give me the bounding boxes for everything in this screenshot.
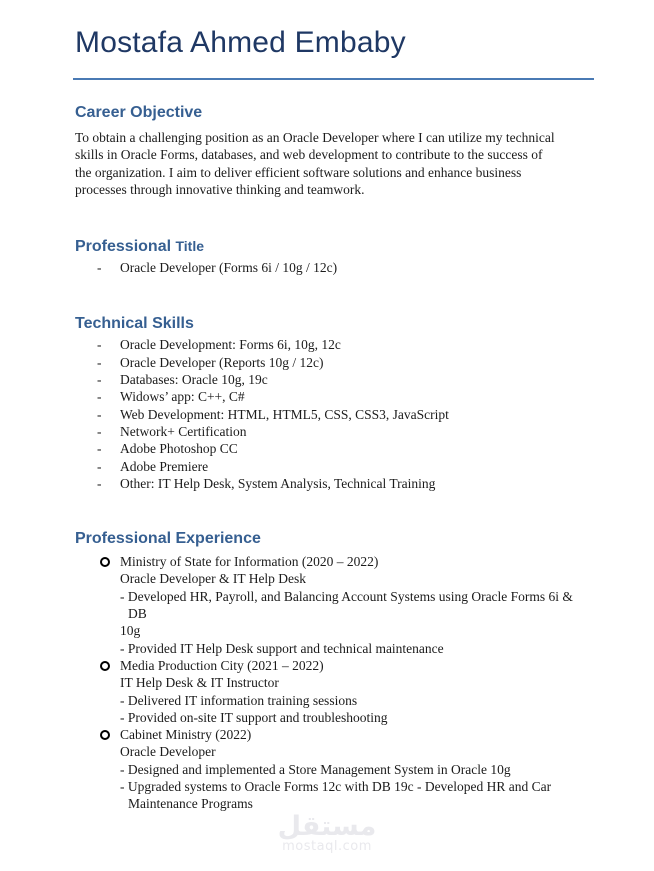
experience-entry	[75, 553, 654, 657]
list-item: - Oracle Developer (Forms 6i / 10g / 12c)	[75, 259, 654, 276]
entry-detail: - Provided on-site IT support and troubleshooting	[120, 709, 388, 725]
entry-title-row	[75, 553, 654, 570]
section-career-objective	[0, 103, 654, 198]
list-item: - Other: IT Help Desk, System Analysis, Technical Training	[75, 475, 654, 492]
entry-detail: - Provided IT Help Desk support and technical maintenance	[120, 640, 444, 656]
entry-title: Cabinet Ministry (2022)	[120, 727, 252, 743]
list-item: - Oracle Developer (Reports 10g / 12c)	[75, 354, 654, 371]
list-item: - Adobe Photoshop CC	[75, 440, 654, 457]
watermark-arabic-logo: مستقل	[277, 811, 377, 842]
technical-skills-heading: Technical Skills	[75, 315, 194, 333]
list-item: - Widows’ app: C++, C#	[75, 388, 654, 405]
title-divider	[73, 78, 594, 80]
entry-role: Oracle Developer & IT Help Desk	[120, 571, 307, 587]
list-item: - Databases: Oracle 10g, 19c	[75, 371, 654, 388]
entry-detail: - Designed and implemented a Store Management System in Oracle 10g	[120, 761, 511, 777]
entry-detail: DB	[128, 606, 147, 622]
entry-title-row	[75, 726, 654, 743]
professional-experience-heading: Professional Experience	[75, 530, 261, 548]
list-item: - Web Development: HTML, HTML5, CSS, CSS3, JavaScript	[75, 406, 654, 423]
paragraph-line: the organization. I aim to deliver efficient software solutions and enhance business	[75, 164, 522, 180]
heading-main: Professional	[75, 238, 172, 256]
entry-detail: - Delivered IT information training sessions	[120, 692, 358, 708]
circle-bullet-icon	[100, 557, 110, 567]
list-item: - Network+ Certification	[75, 423, 654, 440]
experience-entry	[75, 657, 654, 726]
career-objective-text	[75, 129, 654, 198]
entry-title-row	[75, 657, 654, 674]
professional-title-heading	[75, 236, 654, 257]
experience-entries	[75, 553, 654, 812]
list-item: - Adobe Premiere	[75, 458, 654, 475]
watermark	[278, 812, 377, 854]
circle-bullet-icon	[100, 661, 110, 671]
entry-detail: Maintenance Programs	[128, 796, 253, 812]
experience-entry	[75, 726, 654, 812]
entry-detail: - Developed HR, Payroll, and Balancing Account Systems using Oracle Forms 6i &	[120, 588, 573, 604]
heading-tail: Title	[175, 238, 205, 255]
section-professional-title	[0, 236, 654, 276]
paragraph-line: processes through innovative thinking and teamwork.	[75, 181, 365, 197]
page-title: Mostafa Ahmed Embaby	[75, 26, 406, 59]
entry-detail: - Upgraded systems to Oracle Forms 12c with DB 19c - Developed HR and Car	[120, 779, 552, 795]
entry-detail: 10g	[120, 623, 141, 639]
watermark-domain: mostaql.com	[282, 839, 372, 854]
entry-role: Oracle Developer	[120, 744, 216, 760]
entry-role: IT Help Desk & IT Instructor	[120, 675, 279, 691]
entry-title: Media Production City (2021 – 2022)	[120, 657, 324, 673]
professional-title-list	[75, 259, 654, 276]
entry-title: Ministry of State for Information (2020 – 2022)	[120, 554, 379, 570]
paragraph-line: skills in Oracle Forms, databases, and web development to contribute to the success of	[75, 147, 543, 163]
list-item: - Oracle Development: Forms 6i, 10g, 12c	[75, 336, 654, 353]
career-objective-heading: Career Objective	[75, 104, 203, 121]
section-technical-skills	[0, 314, 654, 492]
paragraph-line: To obtain a challenging position as an Oracle Developer where I can utilize my technical	[75, 130, 555, 145]
technical-skills-list	[75, 336, 654, 492]
section-professional-experience	[0, 529, 654, 812]
circle-bullet-icon	[100, 730, 110, 740]
